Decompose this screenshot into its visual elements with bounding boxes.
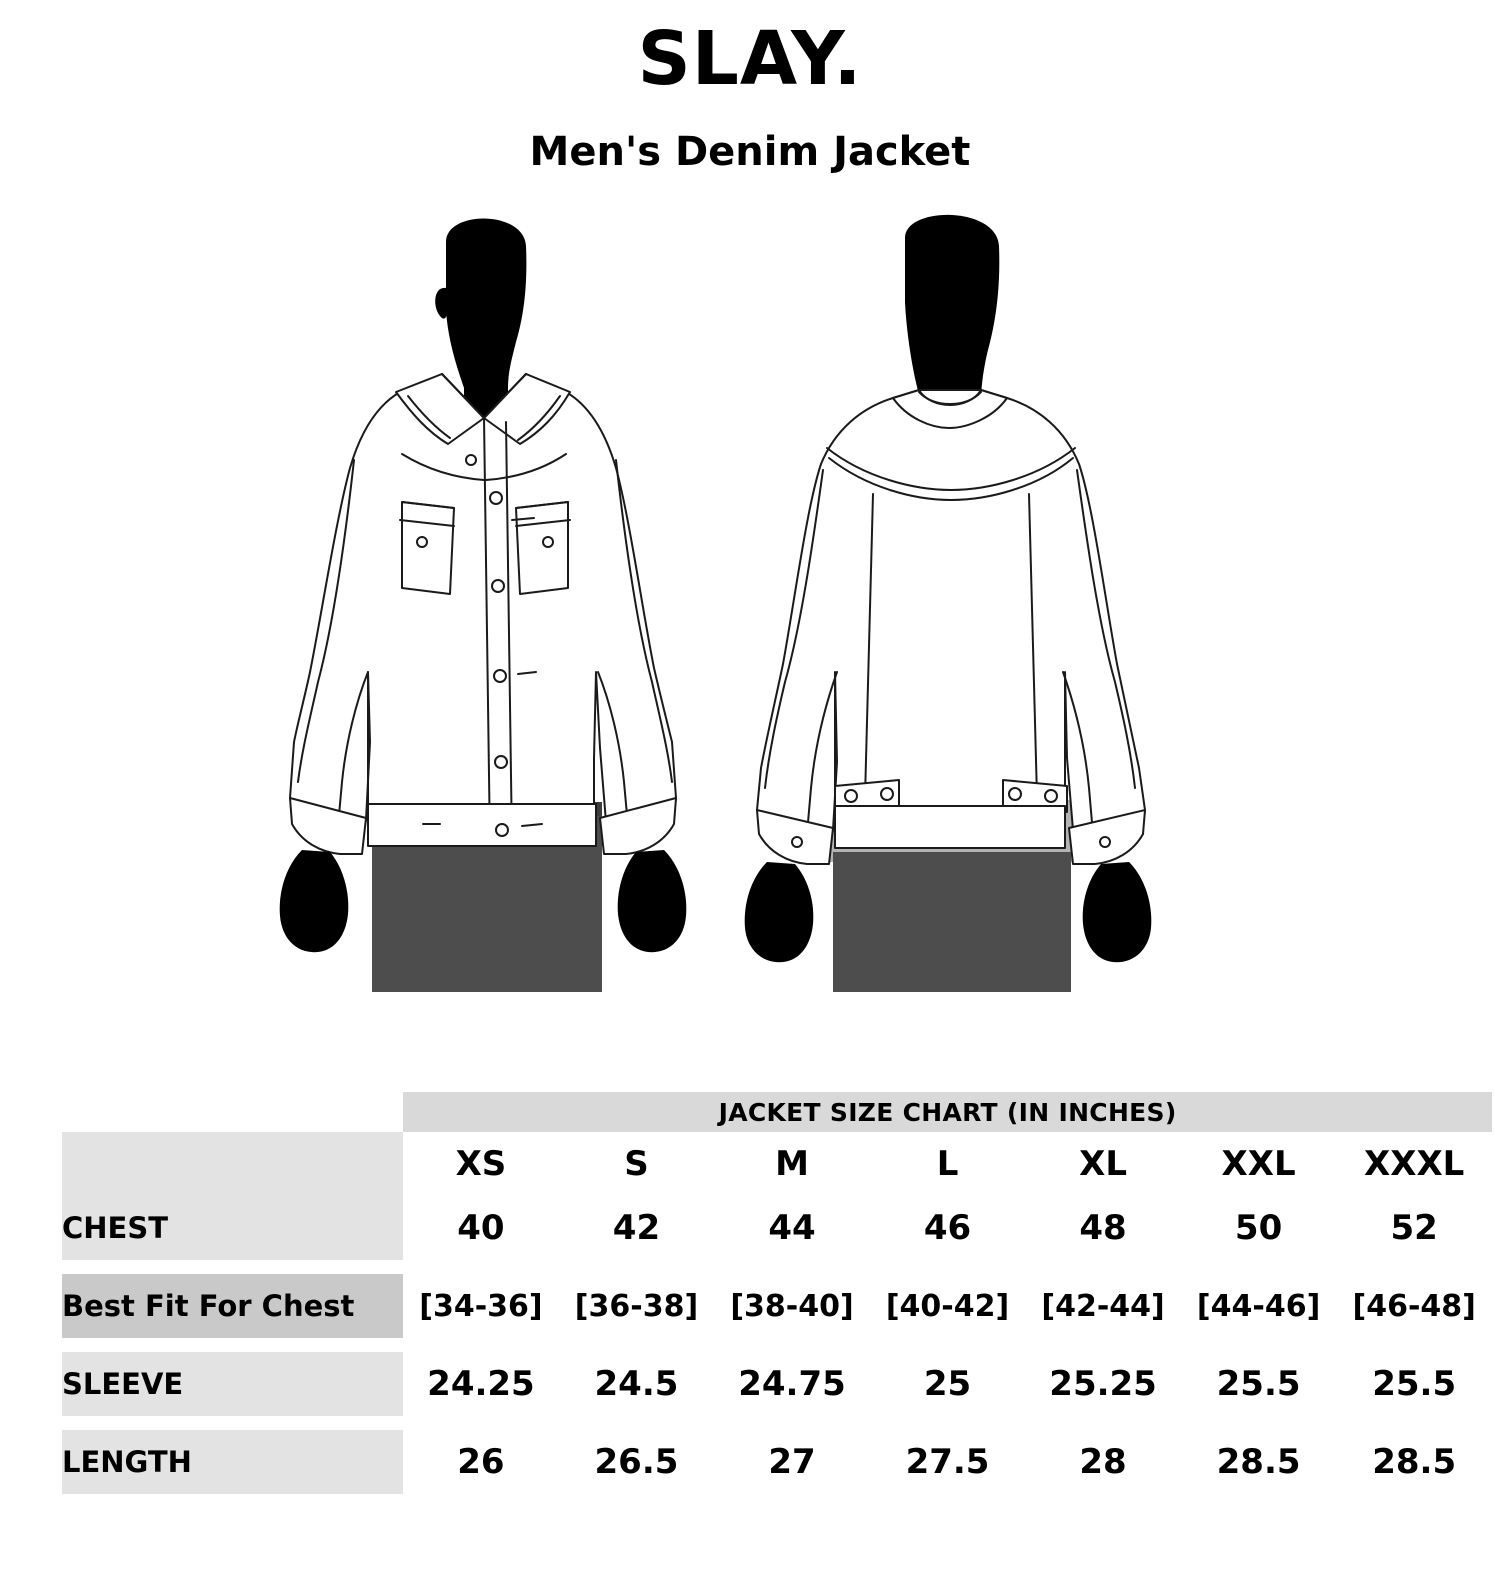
- row-label-length: LENGTH: [62, 1430, 403, 1494]
- table-row-chest: [62, 1196, 1492, 1260]
- best-fit-m: [38-40]: [730, 1288, 854, 1324]
- size-header-row: [62, 1132, 1492, 1196]
- size-header-corner: [62, 1132, 403, 1196]
- row-spacer-2: [62, 1338, 1492, 1352]
- chest-m: 44: [768, 1208, 816, 1248]
- length-xxl: 28.5: [1216, 1442, 1301, 1482]
- best-fit-s: [36-38]: [574, 1288, 699, 1324]
- row-label-sleeve: SLEEVE: [62, 1352, 403, 1416]
- size-header-l: L: [936, 1144, 959, 1184]
- size-chart-title-row: [62, 1092, 1492, 1132]
- chest-s: 42: [612, 1208, 661, 1248]
- length-xl: 28: [1079, 1442, 1127, 1482]
- best-fit-xs: [34-36]: [419, 1288, 543, 1324]
- product-illustration: [0, 202, 1500, 1012]
- size-header-xxxl: XXXL: [1364, 1144, 1465, 1184]
- product-title: Men's Denim Jacket: [529, 129, 971, 175]
- size-header-xxl: XXL: [1221, 1144, 1296, 1184]
- sleeve-xs: 24.25: [427, 1364, 535, 1404]
- denim-jacket-back-view: [715, 202, 1185, 1012]
- best-fit-l: [40-42]: [885, 1288, 1010, 1324]
- size-header-xl: XL: [1079, 1144, 1127, 1184]
- length-xs: 26: [457, 1442, 505, 1482]
- table-row-length: [62, 1430, 1492, 1494]
- sleeve-l: 25: [923, 1364, 972, 1404]
- chest-xxxl: 52: [1390, 1208, 1438, 1248]
- row-label-chest: CHEST: [62, 1196, 403, 1260]
- size-chart-table: [62, 1092, 1492, 1494]
- row-label-best-fit-for-chest: Best Fit For Chest: [62, 1274, 403, 1338]
- sleeve-xl: 25.25: [1049, 1364, 1157, 1404]
- chest-l: 46: [923, 1208, 972, 1248]
- size-chart-title: JACKET SIZE CHART (IN INCHES): [403, 1092, 1492, 1132]
- size-header-s: S: [624, 1144, 649, 1184]
- title-row-spacer: [62, 1092, 403, 1132]
- sleeve-s: 24.5: [594, 1364, 679, 1404]
- size-chart: [0, 1092, 1500, 1494]
- row-spacer-1: [62, 1260, 1492, 1274]
- size-header-xs: XS: [455, 1144, 507, 1184]
- best-fit-xl: [42-44]: [1041, 1288, 1165, 1324]
- brand-title: SLAY.: [637, 16, 863, 102]
- length-l: 27.5: [905, 1442, 990, 1482]
- best-fit-xxxl: [46-48]: [1352, 1288, 1476, 1324]
- table-row-sleeve: [62, 1352, 1492, 1416]
- denim-jacket-front-view: [250, 202, 720, 1012]
- sleeve-m: 24.75: [738, 1364, 846, 1404]
- sleeve-xxxl: 25.5: [1372, 1364, 1457, 1404]
- length-m: 27: [768, 1442, 816, 1482]
- chest-xxl: 50: [1234, 1208, 1283, 1248]
- row-spacer-3: [62, 1416, 1492, 1430]
- best-fit-xxl: [44-46]: [1196, 1288, 1321, 1324]
- size-header-m: M: [775, 1144, 809, 1184]
- chest-xl: 48: [1079, 1208, 1127, 1248]
- sleeve-xxl: 25.5: [1216, 1364, 1301, 1404]
- length-xxxl: 28.5: [1372, 1442, 1457, 1482]
- length-s: 26.5: [594, 1442, 679, 1482]
- table-row-best-fit-for-chest: [62, 1274, 1492, 1338]
- chest-xs: 40: [457, 1208, 505, 1248]
